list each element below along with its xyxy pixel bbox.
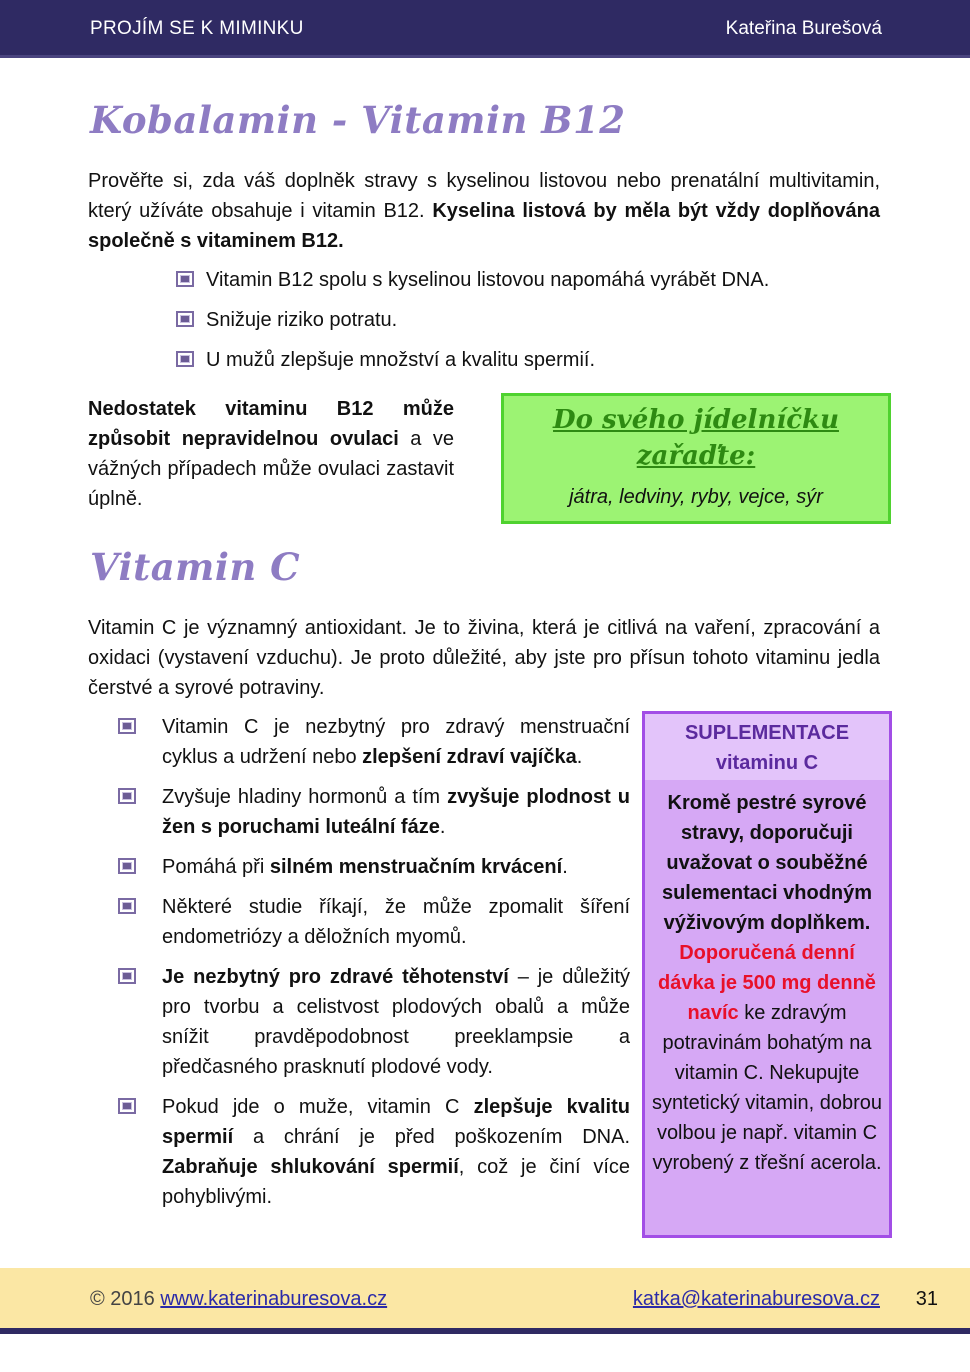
b12-intro-plain: Prověřte si, zda váš doplněk stravy s kyselinou listovou nebo prenatální multivitamin, který užíváte obsahuje i vitamin B12. bbox=[88, 170, 880, 222]
square-bullet-icon bbox=[118, 1098, 136, 1114]
page-header bbox=[0, 0, 970, 58]
list-item: U mužů zlepšuje množství a kvalitu spermií. bbox=[176, 345, 876, 375]
footer-left bbox=[90, 1288, 387, 1311]
b12-bullet-list bbox=[176, 265, 876, 385]
list-item: Některé studie říkají, že může zpomalit šíření endometriózy a děložních myomů. bbox=[118, 892, 630, 952]
list-item: Zvyšuje hladiny hormonů a tím zvyšuje plodnost u žen s poruchami luteální fáze. bbox=[118, 782, 630, 842]
copyright: © 2016 bbox=[90, 1288, 161, 1310]
square-bullet-icon bbox=[118, 898, 136, 914]
supplement-box-text: Kromě pestré syrové stravy, doporučuji uvažovat o souběžné sulementaci vhodným výživovým doplňkem. Doporučená denní dávka je 500 mg denně navíc ke zdravým potravinám bohatým na vitamin C. Nekupujte syntetický vitamin, dobrou volbou je např. vitamin C vyrobený z třešní acerola. bbox=[651, 792, 883, 1174]
square-bullet-icon bbox=[118, 718, 136, 734]
heading-b12: Kobalamin - Vitamin B12 bbox=[90, 98, 626, 142]
list-item: Vitamin B12 spolu s kyselinou listovou napomáhá vyrábět DNA. bbox=[176, 265, 876, 295]
food-tip-box bbox=[501, 393, 891, 524]
food-tip-list: játra, ledviny, ryby, vejce, sýr bbox=[569, 486, 823, 508]
supplement-box-header bbox=[645, 714, 889, 780]
b12-intro bbox=[88, 166, 880, 256]
list-item: Vitamin C je nezbytný pro zdravý menstruační cyklus a udržení nebo zlepšení zdraví vajíčka. bbox=[118, 712, 630, 772]
heading-vitamin-c: Vitamin C bbox=[90, 545, 301, 589]
square-bullet-icon bbox=[118, 968, 136, 984]
recommended-dose: Doporučená denní dávka je 500 mg denně navíc bbox=[658, 942, 876, 1024]
list-item: Pomáhá při silném menstruačním krvácení. bbox=[118, 852, 630, 882]
supplement-box-subtitle: vitaminu C bbox=[715, 752, 819, 774]
list-item: Pokud jde o muže, vitamin C zlepšuje kvalitu spermií a chrání je před poškozením DNA. Zabraňuje shlukování spermií, což je činí více pohyblivými. bbox=[118, 1092, 630, 1212]
b12-intro-bold: Kyselina listová by měla být vždy doplňována společně s vitaminem B12. bbox=[88, 200, 880, 252]
vitamin-c-bullet-list bbox=[118, 712, 630, 1222]
square-bullet-icon bbox=[176, 351, 194, 367]
square-bullet-icon bbox=[176, 271, 194, 287]
footer-bar bbox=[0, 1328, 970, 1334]
list-item: Je nezbytný pro zdravé těhotenství – je důležitý pro tvorbu a celistvost plodových obalů a může snížit pravděpodobnost preeklampsie a předčasného prasknutí plodové vody. bbox=[118, 962, 630, 1082]
food-tip-title: Do svého jídelníčku zařaďte: bbox=[553, 405, 839, 471]
book-title: PROJÍM SE K MIMINKU bbox=[90, 18, 304, 39]
website-link[interactable]: www.katerinaburesova.cz bbox=[160, 1288, 388, 1310]
b12-deficiency-plain: a ve vážných případech může ovulaci zastavit úplně. bbox=[88, 428, 454, 510]
page-footer bbox=[0, 1268, 970, 1330]
square-bullet-icon bbox=[118, 858, 136, 874]
supplement-box bbox=[642, 711, 892, 1238]
b12-deficiency bbox=[88, 394, 454, 514]
vitamin-c-intro: Vitamin C je významný antioxidant. Je to živina, která je citlivá na vaření, zpracování a oxidaci (vystavení vzduchu). Je proto důležité, aby jste pro přísun tohoto vitaminu jedla čerstvé a syrové potraviny. bbox=[88, 617, 880, 699]
email-link[interactable]: katka@katerinaburesova.cz bbox=[632, 1288, 880, 1310]
square-bullet-icon bbox=[176, 311, 194, 327]
page-number: 31 bbox=[915, 1288, 938, 1310]
supplement-box-title: SUPLEMENTACE bbox=[684, 722, 850, 744]
author-name: Kateřina Burešová bbox=[725, 18, 882, 39]
square-bullet-icon bbox=[118, 788, 136, 804]
b12-deficiency-bold: Nedostatek vitaminu B12 může způsobit nepravidelnou ovulaci bbox=[88, 398, 454, 450]
list-item: Snižuje riziko potratu. bbox=[176, 305, 876, 335]
